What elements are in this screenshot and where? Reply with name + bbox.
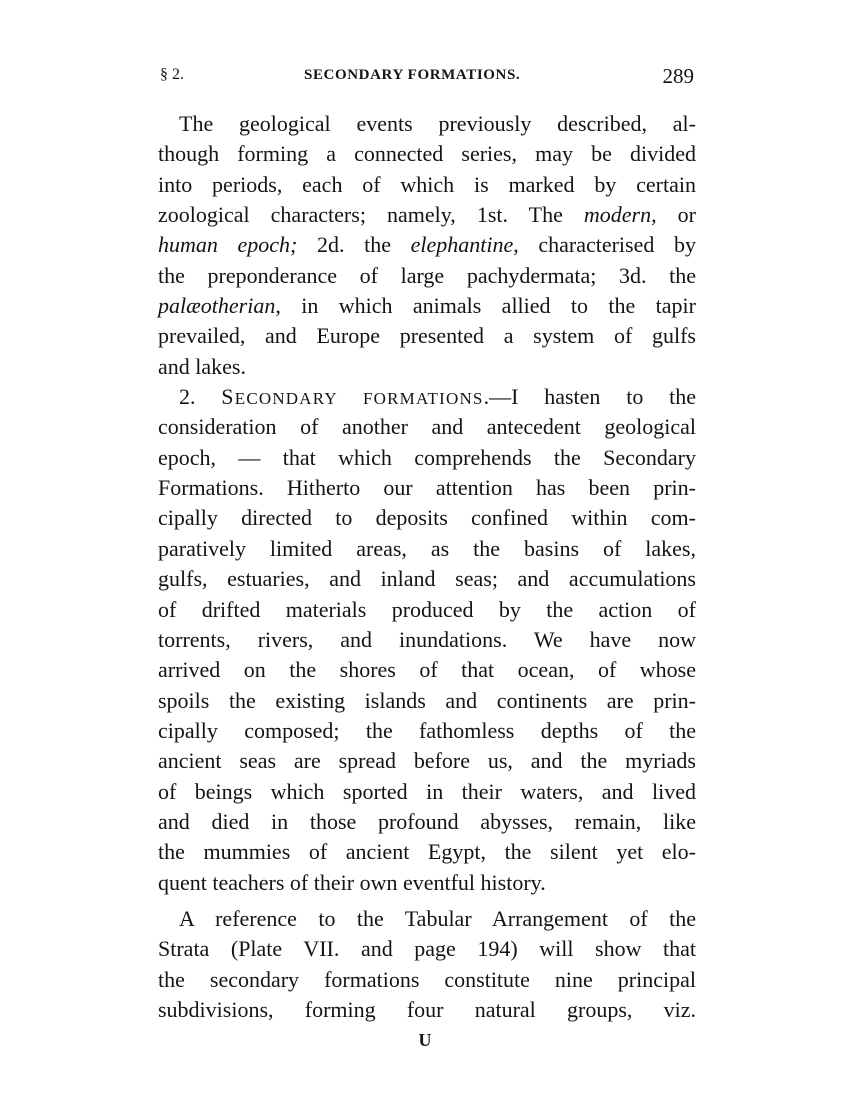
section-number: § 2. [160,66,184,83]
text-line: spoils the existing islands and continents are prin- [158,687,696,713]
text-line: the secondary formations constitute nine principal [158,966,696,992]
text-line: quent teachers of their own eventful history. [158,869,546,895]
body-text [158,109,696,1025]
text-line: of drifted materials produced by the action of [158,596,696,622]
text-line: and lakes. [158,353,246,379]
small-caps-initial: S [221,384,235,410]
text-line: the mummies of ancient Egypt, the silent yet elo- [158,839,696,865]
running-header [160,64,694,88]
text-line: A reference to the Tabular Arrangement of the [179,905,696,931]
text-line: prevailed, and Europe presented a system of gulfs [158,323,696,349]
text-line: The geological events previously described, al- [179,111,696,136]
text-line: consideration of another and antecedent geological [158,414,696,440]
text-line [158,230,696,260]
text-line: gulfs, estuaries, and inland seas; and accumulations [158,566,696,592]
text-line: ancient seas are spread before us, and the myriads [158,748,696,774]
text-line: epoch, — that which comprehends the Secondary [158,444,696,470]
paragraph-1 [158,109,696,382]
text-run: , in which animals allied to the tapir [275,293,696,319]
text-run: , characterised by [513,232,696,258]
text-line: subdivisions, forming four natural groups, viz. [158,996,696,1022]
small-caps-rest: ECONDARY FORMATIONS [234,389,484,409]
italic-term: elephantine [410,232,514,258]
text-run: 2d. the [297,232,411,258]
text-line: and died in those profound abysses, remain, like [158,808,696,834]
text-line: into periods, each of which is marked by certain [158,171,696,197]
italic-term: modern [583,202,652,228]
text-line: Formations. Hitherto our attention has been prin- [158,475,696,501]
text-line: cipally directed to deposits confined within com- [158,505,696,531]
text-line: though forming a connected series, may be divided [158,141,696,167]
text-line: the preponderance of large pachydermata; 3d. the [158,262,696,288]
section-num: 2. [179,384,222,410]
italic-term: palæotherian [158,293,276,319]
text-line: arrived on the shores of that ocean, of whose [158,657,696,683]
text-line: cipally composed; the fathomless depths of the [158,717,696,743]
italic-term: human epoch; [158,232,298,258]
paragraph-2 [158,382,696,898]
paragraph-3 [158,904,696,1025]
running-title: SECONDARY FORMATIONS. [304,67,521,83]
text-run: , or [651,202,696,228]
text-line: paratively limited areas, as the basins of lakes, [158,535,696,561]
text-line [158,382,696,412]
text-line [158,200,696,230]
text-line: Strata (Plate VII. and page 194) will show that [158,936,696,962]
text-run: .—I hasten to the [483,384,696,410]
text-line: of beings which sported in their waters, and lived [158,778,696,804]
text-run: zoological characters; namely, 1st. The [158,202,584,228]
small-caps-heading [221,384,484,410]
text-line: torrents, rivers, and inundations. We have now [158,626,696,652]
page-number: 289 [662,64,694,88]
signature-mark: U [418,1030,432,1050]
text-line [158,291,696,321]
